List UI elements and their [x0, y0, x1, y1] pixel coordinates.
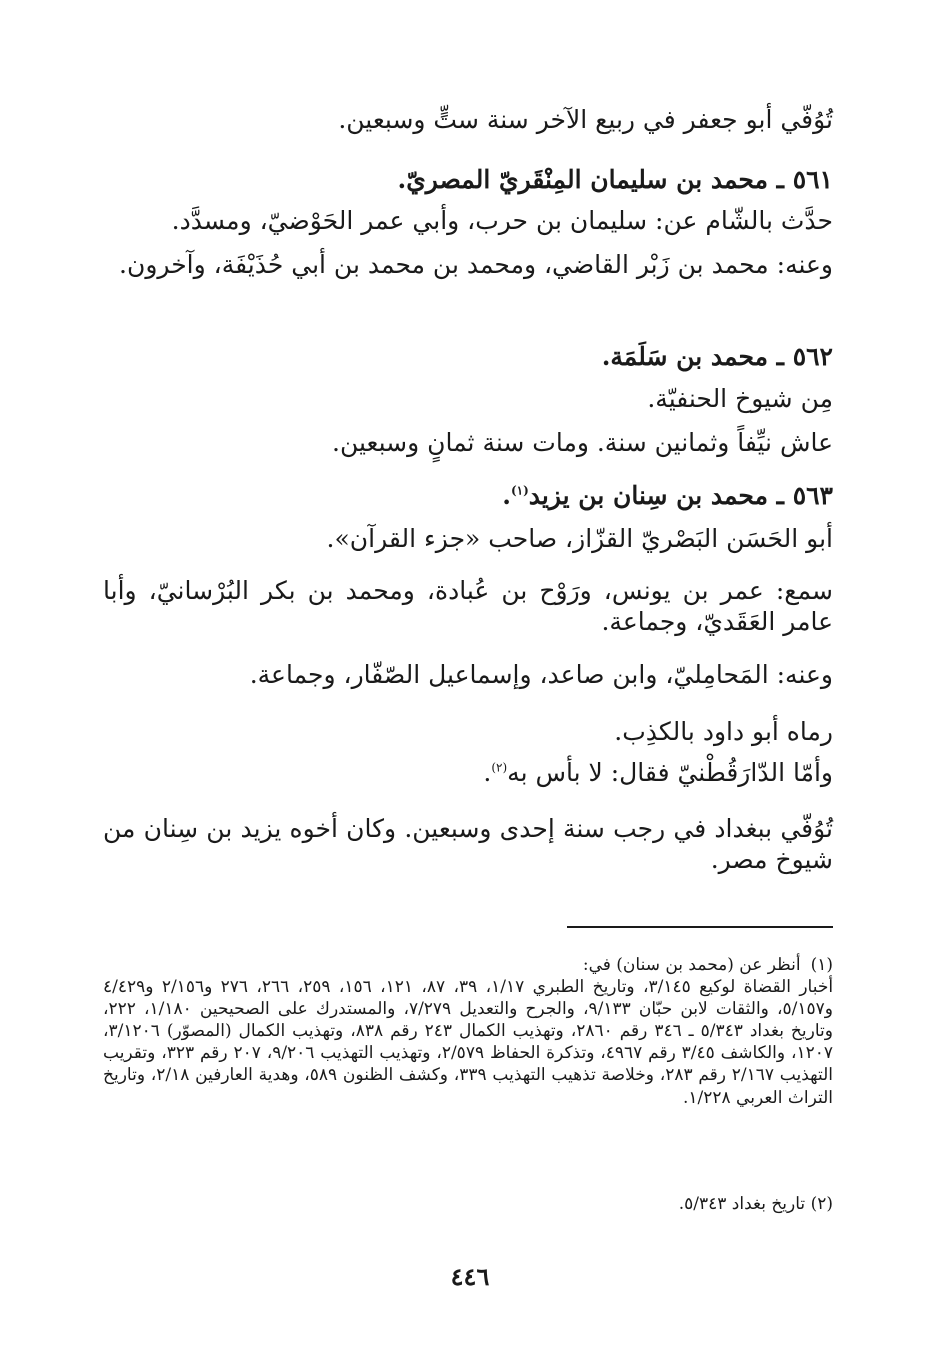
text-line: مِن شيوخ الحنفيّة.	[647, 384, 833, 413]
entry-heading-563	[502, 480, 833, 511]
entry-heading-562: ٥٦٢ ـ محمد بن سَلَمَة.	[601, 342, 833, 371]
text-paragraph: وعنه: محمد بن زَبْر القاضي، ومحمد بن محمد بن أبي حُذَيْفَة، وآخرون.	[119, 250, 833, 279]
text-line: وعنه: المَحامِليّ، وابن صاعد، وإسماعيل الصّفّار، وجماعة.	[249, 660, 833, 689]
entry-heading-561: ٥٦١ ـ محمد بن سليمان المِنْقَريّ المصريّ.	[397, 165, 833, 194]
text-line-with-note	[483, 757, 833, 788]
footnote-2	[679, 1193, 833, 1215]
page-number: ٤٤٦	[450, 1262, 490, 1291]
footnote-label: (٢)	[810, 1194, 833, 1214]
footnote-separator	[567, 926, 833, 928]
footnote-label: (١)	[810, 955, 833, 975]
footnote-text: أخبار القضاة لوكيع ٣/١٤٥، وتاريخ الطبري ١/١٧، ٣٩، ٨٧، ١٢١، ١٥٦، ٢٥٩، ٢٦٦، ٢٧٦ و٢/١٥٦ و٤/٤٢٩ و٥/١٥٧، والثقات لابن حبّان ٩/١٣٣، والجرح والتعديل ٧/٢٧٩، والمستدرك على الصحيحين ١/١٨٠، ٢٢٢، وتاريخ بغداد ٥/٣٤٣ ـ ٣٤٦ رقم ٢٨٦٠، وتهذيب الكمال ٢٤٣ رقم ٨٣٨، وتهذيب الكمال (المصوّر) ٣/١٢٠٦، ١٢٠٧، والكاشف ٣/٤٥ رقم ٤٩٦٧، وتذكرة الحفاظ ٢/٥٧٩، وتهذيب التهذيب ٩/٢٠٦، ٢٠٧ رقم ٣٢٣، وتقريب التهذيب ٢/١٦٧ رقم ٢٨٣، وخلاصة تذهيب التهذيب ٣٣٩، وكشف الظنون ٥٨٩، وهدية العارفين ٢/١٨، وتاريخ التراث العربي ١/٢٢٨.	[103, 977, 834, 1108]
text-line: وأمّا الدّارَقُطْنيّ فقال: لا بأس به	[507, 758, 833, 787]
text-line: تُوُفّي أبو جعفر في ربيع الآخر سنة ستٍّ وسبعين.	[338, 105, 833, 134]
text-line: حدَّث بالشّام عن: سليمان بن حرب، وأبي عمر الحَوْضيّ، ومسدَّد.	[171, 206, 833, 235]
text-line: أبو الحَسَن البَصْريّ القزّاز، صاحب «جزء القرآن».	[326, 524, 833, 553]
footnote-1	[103, 954, 833, 1109]
text-line: عاش نيِّفاً وثمانين سنة. ومات سنة ثمانٍ وسبعين.	[332, 428, 833, 457]
heading-end: .	[502, 481, 511, 510]
text-paragraph: تُوُفّي ببغداد في رجب سنة إحدى وسبعين. وكان أخوه يزيد بن سِنان من شيوخ مصر.	[103, 814, 833, 875]
footnote-marker: (٢)	[491, 760, 508, 775]
text-paragraph: سمع: عمر بن يونس، ورَوْح بن عُبادة، ومحمد بن بكر البُرْسانيّ، وأبا عامر العَقَديّ، وجماعة.	[103, 576, 833, 637]
footnote-text: تاريخ بغداد ٥/٣٤٣.	[678, 1194, 806, 1214]
entry-heading-text: ٥٦٣ ـ محمد بن سِنان بن يزيد	[528, 481, 833, 510]
footnote-intro: أنظر عن (محمد بن سنان) في:	[582, 955, 801, 975]
line-end: .	[483, 758, 492, 787]
text-line: رماه أبو داود بالكذِب.	[614, 717, 833, 746]
footnote-marker: (١)	[510, 483, 529, 498]
